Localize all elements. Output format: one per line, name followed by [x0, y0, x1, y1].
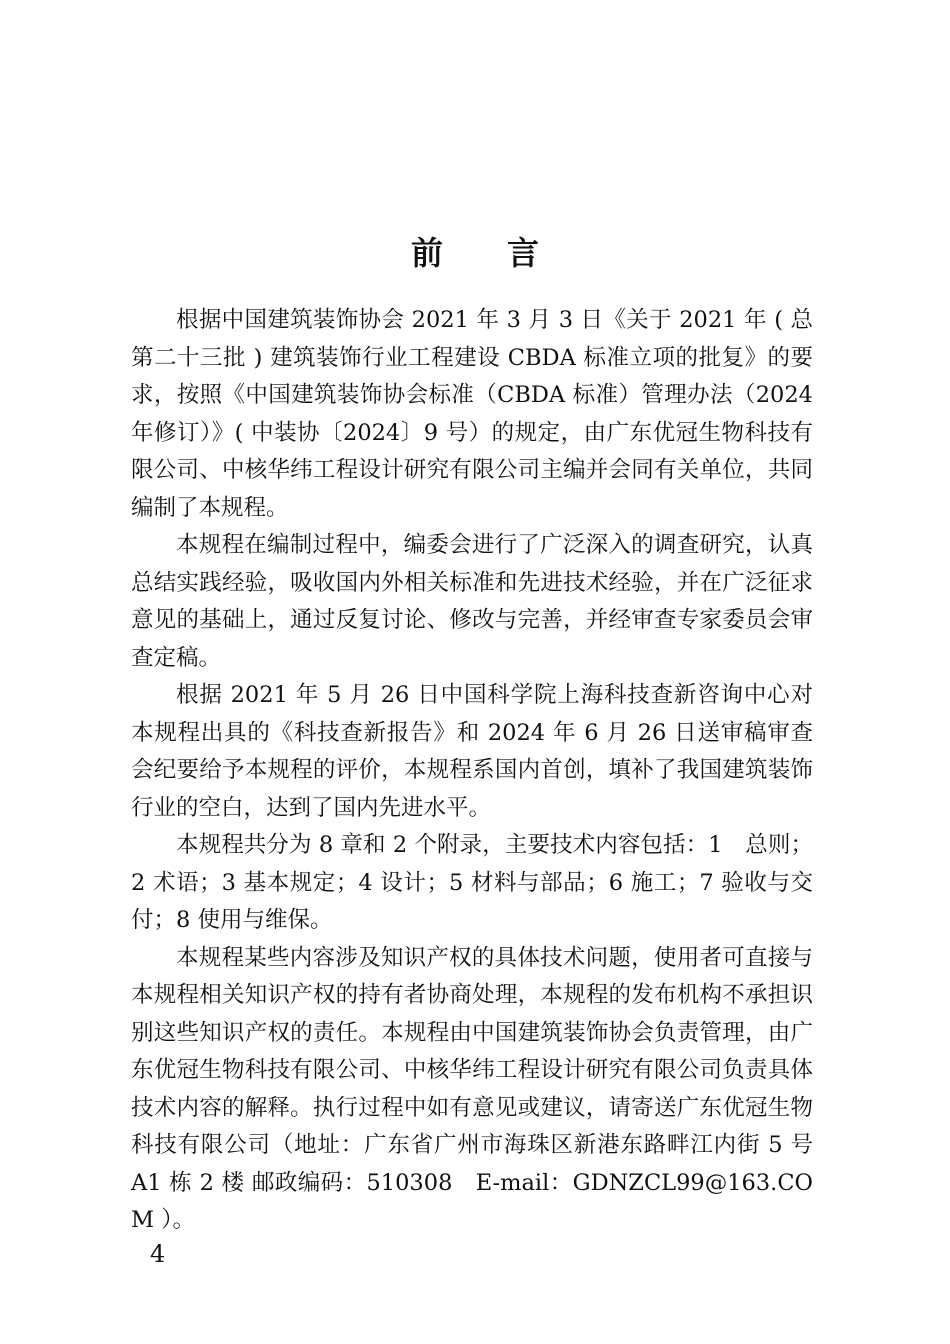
paragraph-process: 本规程在编制过程中，编委会进行了广泛深入的调查研究，认真总结实践经验，吸收国内外相关标准和先进技术经验，并在广泛征求意见的基础上，通过反复讨论、修改与完善，并经审查专家委员会审查定稿。 — [131, 532, 813, 671]
page-title-char-2: 言 — [507, 234, 540, 273]
paragraph-contents: 本规程共分为 8 章和 2 个附录，主要技术内容包括：1 总则；2 术语；3 基本规定；4 设计；5 材料与部品；6 施工；7 验收与交付；8 使用与维保。 — [131, 832, 813, 933]
page-number: 4 — [150, 1240, 166, 1268]
paragraph-basis: 根据中国建筑装饰协会 2021 年 3 月 3 日《关于 2021 年 ( 总第二十三批 ) 建筑装饰行业工程建设 CBDA 标准立项的批复》的要求，按照《中国建筑装饰协会标准（CBDA 标准）管理办法（2024 年修订）》( 中装协〔2024〕9 号）的规定，由广东优冠生物科技有限公司、中核华纬工程设计研究有限公司主编并会同有关单位，共同编制了本规程。 — [131, 307, 813, 521]
page-title — [0, 229, 950, 277]
paragraph-ip-contact: 本规程某些内容涉及知识产权的具体技术问题，使用者可直接与本规程相关知识产权的持有者协商处理，本规程的发布机构不承担识别这些知识产权的责任。本规程由中国建筑装饰协会负责管理，由广东优冠生物科技有限公司、中核华纬工程设计研究有限公司负责具体技术内容的解释。执行过程中如有意见或建议，请寄送广东优冠生物科技有限公司（地址：广东省广州市海珠区新港东路畔江内街 5 号 A1 栋 2 楼 邮政编码：510308 E-mail：GDNZCL99@163.COM ）。 — [131, 944, 813, 1233]
page-title-char-1: 前 — [410, 234, 443, 273]
paragraph-evaluation: 根据 2021 年 5 月 26 日中国科学院上海科技查新咨询中心对本规程出具的《科技查新报告》和 2024 年 6 月 26 日送审稿审查会纪要给予本规程的评价，本规程系国内首创，填补了我国建筑装饰行业的空白，达到了国内先进水平。 — [131, 682, 813, 821]
preface-body — [131, 302, 813, 1240]
